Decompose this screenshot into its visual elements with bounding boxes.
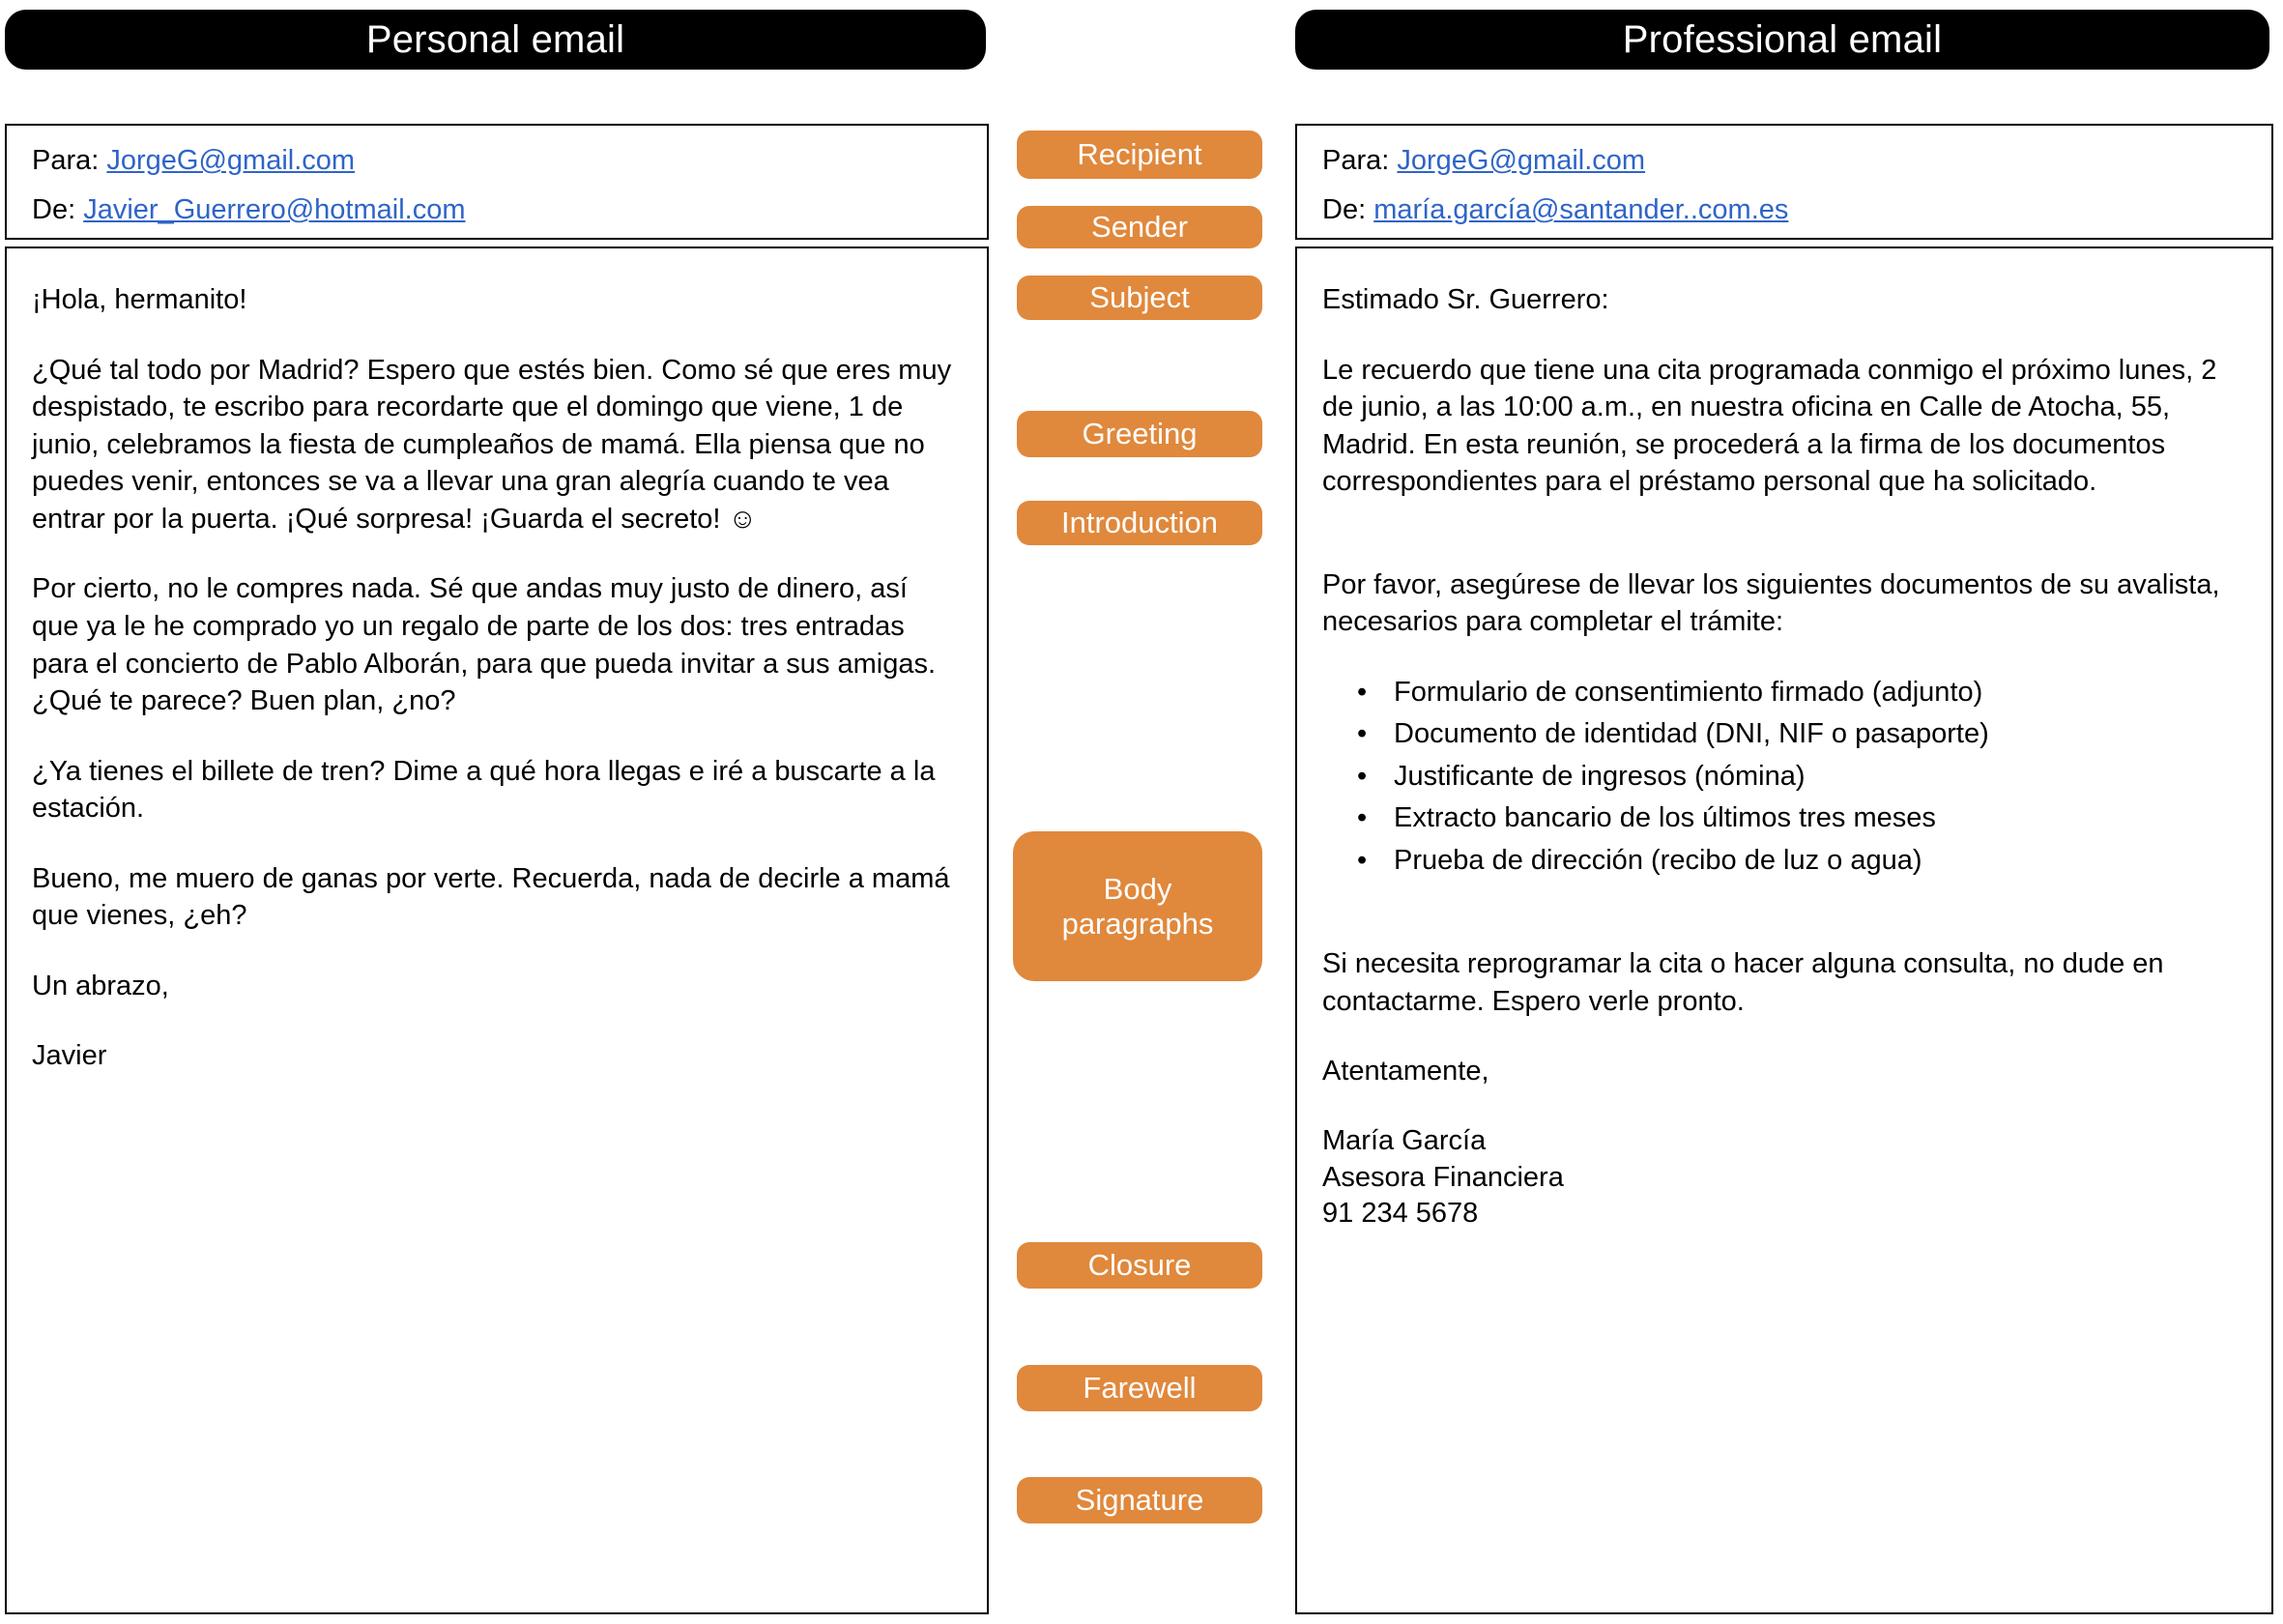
personal-recipient-address[interactable]: JorgeG@gmail.com [106, 145, 356, 176]
bullet-icon: • [1357, 760, 1368, 792]
personal-email-header-box [5, 124, 989, 240]
personal-email-column [0, 0, 996, 1624]
personal-email-title-label: Personal email [365, 17, 625, 61]
tag-introduction-label: Introduction [1061, 506, 1218, 540]
professional-email-body-box [1295, 246, 2273, 1614]
tag-recipient-label: Recipient [1077, 137, 1202, 172]
personal-paragraph-4: Bueno, me muero de ganas por verte. Recuerda, nada de decirle a mamá que vienes, ¿eh? [32, 862, 950, 932]
professional-email-title-label: Professional email [1622, 17, 1943, 61]
list-item [1357, 758, 2246, 796]
professional-list-spacer [1322, 913, 2246, 945]
tag-closure-label: Closure [1087, 1248, 1192, 1283]
tag-closure [1017, 1242, 1262, 1289]
tag-sender [1017, 206, 1262, 248]
bullet-icon: • [1357, 676, 1368, 708]
personal-paragraph-3: ¿Ya tienes el billete de tren? Dime a qué hora llegas e iré a buscarte a la estación. [32, 755, 936, 825]
list-item-label: Prueba de dirección (recibo de luz o agua) [1394, 844, 1922, 876]
tag-greeting-label: Greeting [1082, 417, 1198, 451]
personal-greeting: ¡Hola, hermanito! [32, 284, 247, 315]
bullet-icon: • [1357, 718, 1368, 750]
personal-recipient-line [32, 147, 962, 175]
personal-recipient-label: Para: [32, 145, 100, 176]
bullet-icon: • [1357, 844, 1368, 876]
list-item-label: Extracto bancario de los últimos tres meses [1394, 802, 1936, 834]
tag-body-paragraphs [1013, 831, 1262, 981]
bullet-icon: • [1357, 802, 1368, 834]
tag-introduction [1017, 501, 1262, 545]
professional-paragraph-2: Por favor, asegúrese de llevar los siguientes documentos de su avalista, necesarios para completar el trámite: [1322, 568, 2220, 638]
professional-sender-label: De: [1322, 194, 1367, 225]
list-item [1357, 715, 2246, 753]
tag-recipient [1017, 130, 1262, 179]
professional-email-title [1295, 10, 2269, 70]
professional-sender-line [1322, 196, 2246, 224]
tag-signature [1017, 1477, 1262, 1523]
structure-labels-column [996, 0, 1286, 1624]
tag-body-paragraphs-label-line1: Body [1103, 871, 1172, 906]
personal-signature: Javier [32, 1040, 107, 1072]
professional-farewell: Atentamente, [1322, 1056, 1489, 1088]
list-item-label: Formulario de consentimiento firmado (adjunto) [1394, 676, 1983, 708]
personal-sender-label: De: [32, 194, 76, 225]
professional-email-column [1286, 0, 2283, 1624]
professional-recipient-address[interactable]: JorgeG@gmail.com [1397, 145, 1646, 176]
list-item [1357, 799, 2246, 837]
list-item-label: Justificante de ingresos (nómina) [1394, 760, 1806, 792]
personal-farewell: Un abrazo, [32, 970, 169, 1001]
professional-body-spacer [1322, 534, 2246, 566]
professional-greeting: Estimado Sr. Guerrero: [1322, 284, 1609, 315]
personal-paragraph-1: ¿Qué tal todo por Madrid? Espero que estés bien. Como sé que eres muy despistado, te escribo para recordarte que el domingo que viene, 1 de junio, celebramos la fiesta de cumpleaños de mamá. Ella piensa que no puedes venir, entonces se va a llevar una gran alegría cuando te vea entrar por la puerta. ¡Qué sorpresa! ¡Guarda el secreto! ☺ [32, 354, 952, 535]
list-item [1357, 842, 2246, 880]
list-item [1357, 674, 2246, 711]
professional-closure: Si necesita reprogramar la cita o hacer alguna consulta, no dude en contactarme. Espero verle pronto. [1322, 948, 2164, 1017]
list-item-label: Documento de identidad (DNI, NIF o pasaporte) [1394, 718, 1989, 750]
tag-sender-label: Sender [1091, 210, 1188, 245]
personal-sender-address[interactable]: Javier_Guerrero@hotmail.com [83, 194, 466, 225]
professional-recipient-line [1322, 147, 2246, 175]
tag-greeting [1017, 411, 1262, 457]
tag-signature-label: Signature [1075, 1483, 1204, 1518]
tag-body-paragraphs-label-line2: paragraphs [1061, 906, 1214, 941]
tag-farewell [1017, 1365, 1262, 1411]
personal-sender-line [32, 196, 962, 224]
tag-subject [1017, 276, 1262, 320]
professional-signature-name: María García [1322, 1124, 1487, 1156]
professional-paragraph-1: Le recuerdo que tiene una cita programada conmigo el próximo lunes, 2 de junio, a las 10:00 a.m., en nuestra oficina en Calle de Atocha, 55, Madrid. En esta reunión, se procederá a la firma de los documentos correspondientes para el préstamo personal que ha solicitado. [1322, 354, 2217, 498]
professional-documents-list [1322, 674, 2246, 880]
professional-email-header-box [1295, 124, 2273, 240]
tag-subject-label: Subject [1089, 280, 1190, 315]
professional-signature-role: Asesora Financiera [1322, 1161, 1564, 1193]
tag-farewell-label: Farewell [1083, 1371, 1197, 1406]
professional-signature-phone: 91 234 5678 [1322, 1198, 1479, 1230]
personal-paragraph-2: Por cierto, no le compres nada. Sé que andas muy justo de dinero, así que ya le he comprado yo un regalo de parte de los dos: tres entradas para el concierto de Pablo Alborán, para que pueda invitar a sus amigas. ¿Qué te parece? Buen plan, ¿no? [32, 573, 937, 717]
personal-email-body-box [5, 246, 989, 1614]
professional-recipient-label: Para: [1322, 145, 1390, 176]
personal-email-title [5, 10, 986, 70]
professional-sender-address[interactable]: maría.garcía@santander..com.es [1373, 194, 1789, 225]
